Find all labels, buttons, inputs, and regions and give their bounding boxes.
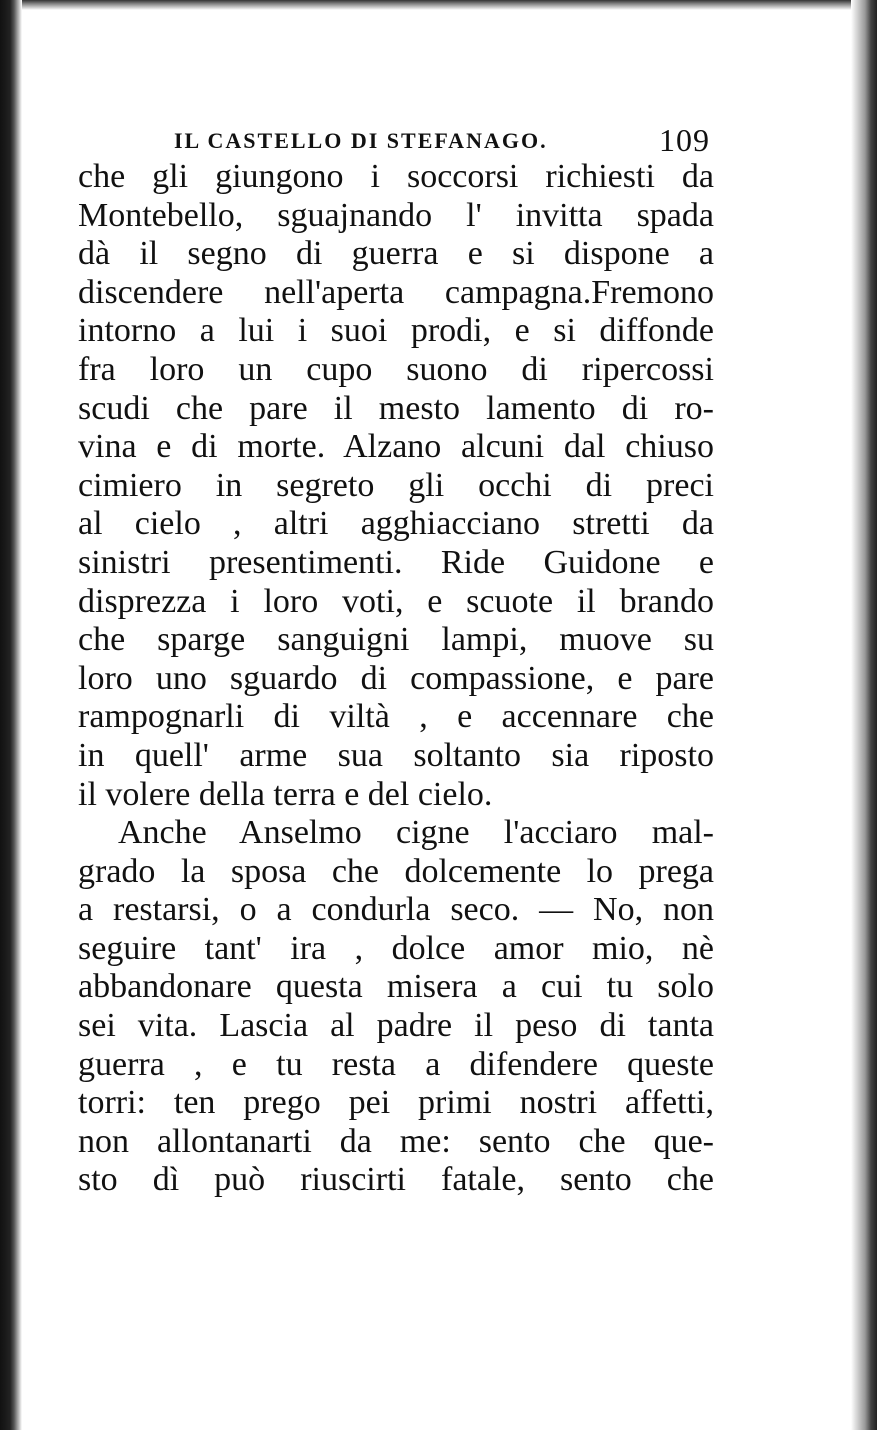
text-line: non allontanarti da me: sento che que- bbox=[78, 1122, 714, 1160]
text-line: guerra , e tu resta a difendere queste bbox=[78, 1045, 714, 1083]
text-line: Montebello, sguajnando l' invitta spada bbox=[78, 196, 714, 234]
text-line: seguire tant' ira , dolce amor mio, nè bbox=[78, 929, 714, 967]
scan-edge-left bbox=[0, 0, 22, 1430]
page-number: 109 bbox=[659, 122, 710, 158]
scan-edge-right bbox=[851, 0, 877, 1430]
text-line: vina e di morte. Alzano alcuni dal chiuso bbox=[78, 428, 714, 466]
text-line: in quell' arme sua soltanto sia riposto bbox=[78, 736, 714, 774]
text-line: dà il segno di guerra e si dispone a bbox=[78, 235, 714, 273]
text-line: discendere nell'aperta campagna.Fremono bbox=[78, 273, 714, 311]
text-line: che sparge sanguigni lampi, muove su bbox=[78, 621, 714, 659]
text-line: al cielo , altri agghiacciano stretti da bbox=[78, 505, 714, 543]
text-line: a restarsi, o a condurla seco. — No, non bbox=[78, 891, 714, 929]
text-line: torri: ten prego pei primi nostri affetti, bbox=[78, 1084, 714, 1122]
running-title: IL CASTELLO DI STEFANAGO. bbox=[174, 128, 548, 153]
text-line: grado la sposa che dolcemente lo prega bbox=[78, 852, 714, 890]
body-text bbox=[78, 158, 714, 1200]
text-line: intorno a lui i suoi prodi, e si diffonde bbox=[78, 312, 714, 350]
text-line: abbandonare questa misera a cui tu solo bbox=[78, 968, 714, 1006]
text-line: sto dì può riuscirti fatale, sento che bbox=[78, 1161, 714, 1199]
paragraph-start-line: Anche Anselmo cigne l'acciaro mal- bbox=[118, 814, 714, 852]
text-line: disprezza i loro voti, e scuote il brando bbox=[78, 582, 714, 620]
text-line: cimiero in segreto gli occhi di preci bbox=[78, 466, 714, 504]
scan-edge-top bbox=[0, 0, 877, 10]
text-line: sinistri presentimenti. Ride Guidone e bbox=[78, 543, 714, 581]
text-line: rampognarli di viltà , e accennare che bbox=[78, 698, 714, 736]
text-line: fra loro un cupo suono di ripercossi bbox=[78, 350, 714, 388]
text-line: che gli giungono i soccorsi richiesti da bbox=[78, 158, 714, 195]
text-line: scudi che pare il mesto lamento di ro- bbox=[78, 389, 714, 427]
text-line: sei vita. Lascia al padre il peso di tanta bbox=[78, 1007, 714, 1045]
text-line: loro uno sguardo di compassione, e pare bbox=[78, 659, 714, 697]
book-page bbox=[78, 118, 714, 1200]
paragraph-end-line: il volere della terra e del cielo. bbox=[78, 775, 493, 813]
running-head bbox=[78, 118, 714, 158]
